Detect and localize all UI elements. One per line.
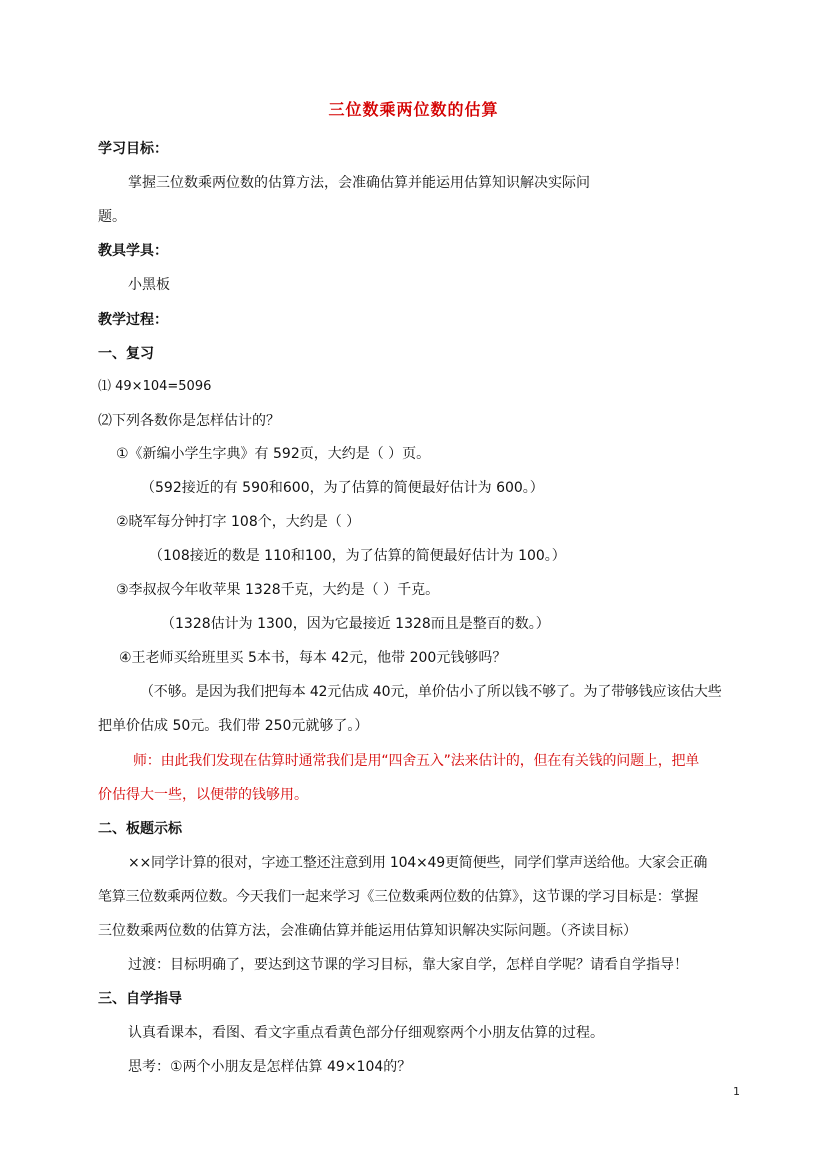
review-item-1: ⑴ 49×104=5096 [98,379,212,394]
review-item-2: ⑵下列各数你是怎样估计的？ [98,413,280,429]
answer-4-line-2: 把单价估成 50元。我们带 250元就够了。） [98,718,369,734]
page-number: 1 [733,1085,740,1098]
question-3: ③李叔叔今年收苹果 1328千克，大约是（ ）千克。 [116,582,440,598]
question-1: ①《新编小学生字典》有 592页，大约是（ ）页。 [116,446,431,462]
goal-text-line-1: 掌握三位数乘两位数的估算方法，会准确估算并能运用估算知识解决实际问 [128,175,590,191]
tools-text: 小黑板 [128,277,170,293]
teacher-note-line-1: 师：由此我们发现在估算时通常我们是用“四舍五入”法来估计的，但在有关钱的问题上，把单 [133,753,700,769]
document-title: 三位数乘两位数的估算 [328,100,499,119]
answer-3: （1328估计为 1300，因为它最接近 1328而且是整百的数。） [161,616,550,632]
self-study-line-2: 思考：①两个小朋友是怎样估算 49×104的？ [128,1059,412,1075]
teacher-note-line-2: 价估得大一些，以便带的钱够用。 [98,787,308,803]
self-study-line-1: 认真看课本，看图、看文字重点看黄色部分仔细观察两个小朋友估算的过程。 [128,1025,604,1041]
board-line-2: 笔算三位数乘两位数。今天我们一起来学习《三位数乘两位数的估算》，这节课的学习目标是：掌握 [98,889,699,905]
tools-heading: 教具学具： [98,243,168,259]
review-heading: 一、复习 [98,346,154,362]
self-study-heading: 三、自学指导 [98,991,182,1007]
question-4: ④王老师买给班里买 5本书，每本 42元，他带 200元钱够吗？ [119,650,507,666]
goal-text-line-2: 题。 [98,209,126,225]
board-heading: 二、板题示标 [98,821,182,837]
board-line-3: 三位数乘两位数的估算方法，会准确估算并能运用估算知识解决实际问题。（齐读目标） [98,923,637,939]
transition-text: 过渡：目标明确了，要达到这节课的学习目标，靠大家自学，怎样自学呢？请看自学指导！ [128,957,688,973]
process-heading: 教学过程： [98,312,168,328]
answer-2: （108接近的数是 110和100，为了估算的简便最好估计为 100。） [149,548,566,564]
board-line-1: ××同学计算的很对，字迹工整还注意到用 104×49更简便些，同学们掌声送给他。大家会正确 [128,855,708,871]
goal-heading: 学习目标： [98,141,168,157]
answer-1: （592接近的有 590和600，为了估算的简便最好估计为 600。） [141,480,544,496]
question-2: ②晓军每分钟打字 108个，大约是（ ） [116,514,361,530]
answer-4-line-1: （不够。是因为我们把每本 42元估成 40元，单价估小了所以钱不够了。为了带够钱应该估大些 [140,684,722,700]
